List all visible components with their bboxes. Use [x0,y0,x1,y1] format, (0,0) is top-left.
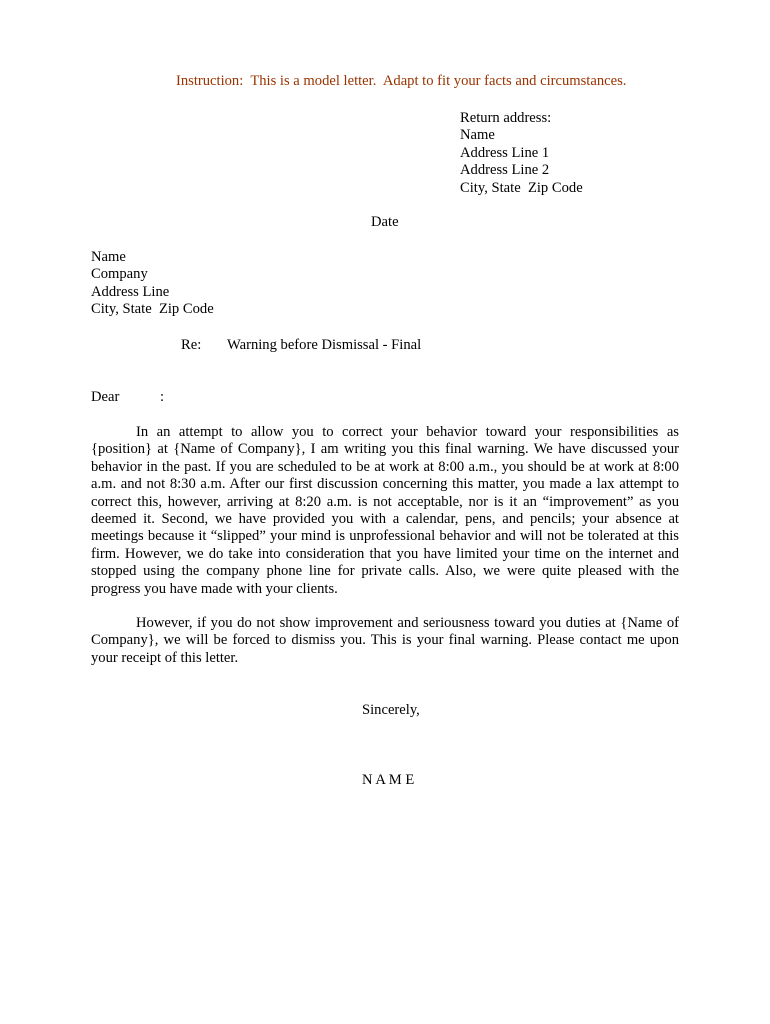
letter-date: Date [371,214,399,230]
recipient-company: Company [91,266,148,283]
recipient-address-block [91,249,214,319]
instruction-note: Instruction: This is a model letter. Adapt to fit your facts and circumstances. [176,73,627,89]
recipient-city-state-zip: City, State Zip Code [91,301,214,318]
body-paragraph-1: In an attempt to allow you to correct your behavior toward your responsibilities as {position} at {Name of Company}, I am writing you this final warning. We have discussed your behavior in the past. If you are scheduled to be at work at 8:00 a.m., you should be at work at 8:00 a.m. and not 8:30 a.m. After our first discussion concerning this matter, you made a lax attempt to correct this, however, arriving at 8:20 a.m. is not acceptable, nor is it an “improvement” as you deemed it. Second, we have provided you with a calendar, pens, and pencils; your absence at meetings because it “slipped” your mind is unprofessional behavior and will not be tolerated at this firm. However, we do take into consideration that you have limited your time on the internet and stopped using the company phone line for private calls. Also, we were quite pleased with the progress you have made with your clients. [91,424,679,597]
salutation-dear: Dear [91,389,120,405]
closing: Sincerely, [362,702,420,718]
recipient-name: Name [91,249,126,265]
return-address-city-state-zip: City, State Zip Code [460,179,583,196]
re-subject: Warning before Dismissal - Final [227,337,422,353]
signature-name: N A M E [362,772,415,788]
return-address-name: Name [460,127,495,144]
recipient-address: Address Line [91,283,170,300]
return-address-line2: Address Line 2 [460,162,550,179]
return-address-label: Return address: [460,110,552,126]
salutation-colon: : [160,389,165,405]
re-label: Re: [181,337,202,353]
return-address-block [460,110,583,197]
return-address-line1: Address Line 1 [460,144,550,161]
body-paragraph-2: However, if you do not show improvement and seriousness toward you duties at {Name of Company}, we will be forced to dismiss you. This is your final warning. Please contact me upon your receipt of this letter. [91,615,679,666]
